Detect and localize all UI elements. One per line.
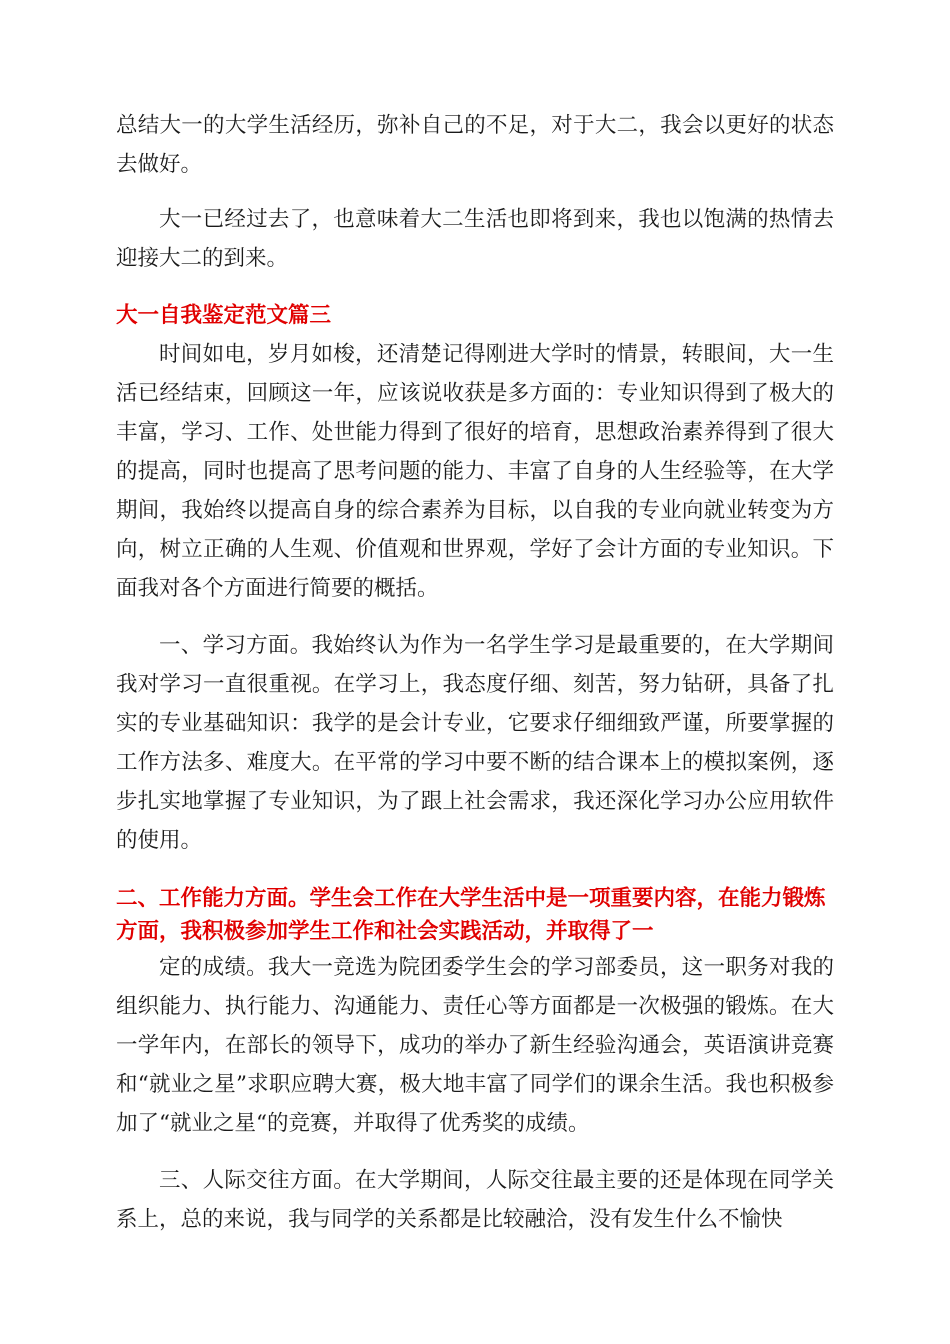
section-heading-3: 大一自我鉴定范文篇三 [116, 303, 332, 328]
paragraph-summary: 总结大一的大学生活经历，弥补自己的不足，对于大二，我会以更好的状态去做好。 [116, 113, 834, 177]
paragraph-study: 一、学习方面。我始终认为作为一名学生学习是最重要的，在大学期间我对学习一直很重视。在学习上，我态度仔细、刻苦，努力钻研，具备了扎实的专业基础知识：我学的是会计专业，它要求仔细细致严谨，所要掌握的工作方法多、难度大。在平常的学习中要不断的结合课本上的模拟案例，逐步扎实地掌握了专业知识，为了跟上社会需求，我还深化学习办公应用软件的使用。 [116, 633, 834, 853]
paragraph-sophomore: 大一已经过去了，也意味着大二生活也即将到来，我也以饱满的热情去迎接大二的到来。 [116, 207, 834, 271]
section-heading-work: 二、工作能力方面。学生会工作在大学生活中是一项重要内容，在能力锻炼方面，我积极参加学生工作和社会实践活动，并取得了一 [116, 886, 826, 944]
document-page [116, 106, 834, 1239]
paragraph-relations: 三、人际交往方面。在大学期间，人际交往最主要的还是体现在同学关系上，总的来说，我与同学的关系都是比较融洽，没有发生什么不愉快 [116, 1168, 834, 1232]
paragraph-work: 定的成绩。我大一竞选为院团委学生会的学习部委员，这一职务对我的组织能力、执行能力、沟通能力、责任心等方面都是一次极强的锻炼。在大一学年内，在部长的领导下，成功的举办了新生经验沟通会，英语演讲竞赛和“就业之星”求职应聘大赛，极大地丰富了同学们的课余生活。我也积极参加了“就业之星“的竞赛，并取得了优秀奖的成绩。 [116, 955, 834, 1136]
paragraph-review: 时间如电，岁月如梭，还清楚记得刚进大学时的情景，转眼间，大一生活已经结束，回顾这一年，应该说收获是多方面的：专业知识得到了极大的丰富，学习、工作、处世能力得到了很好的培育，思想政治素养得到了很大的提高，同时也提高了思考问题的能力、丰富了自身的人生经验等，在大学期间，我始终以提高自身的综合素养为目标，以自我的专业向就业转变为方向，树立正确的人生观、价值观和世界观，学好了会计方面的专业知识。下面我对各个方面进行简要的概括。 [116, 342, 834, 601]
